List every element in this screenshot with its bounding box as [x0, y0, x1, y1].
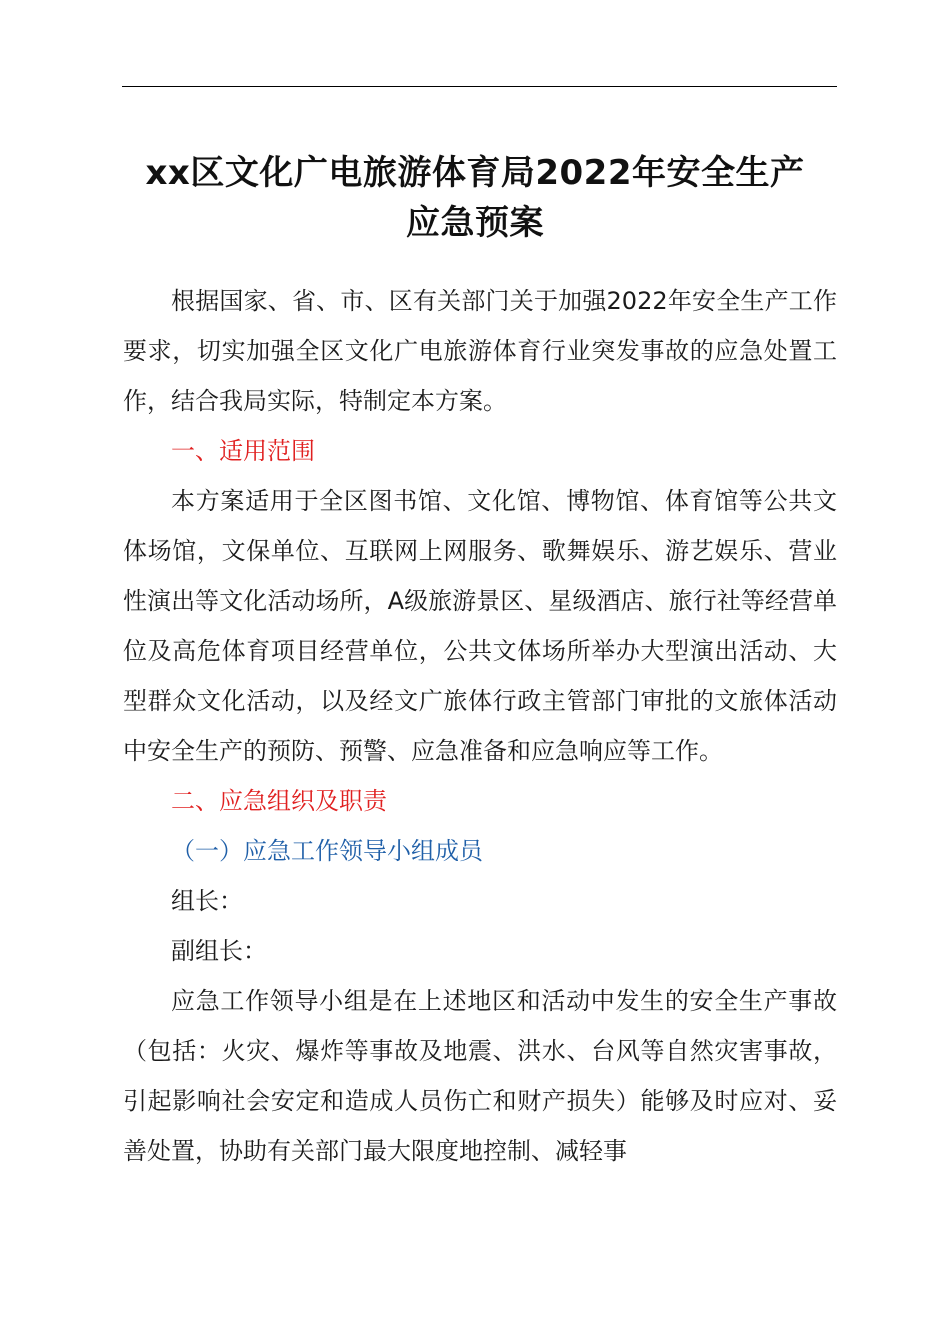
document-title [100, 148, 850, 248]
section-heading-scope: 一、适用范围 [171, 437, 315, 465]
header-rule [122, 86, 837, 87]
document-body [123, 276, 837, 1176]
leader-label: 组长： [171, 887, 243, 915]
deputy-leader-label: 副组长： [171, 937, 267, 965]
scope-paragraph: 本方案适用于全区图书馆、文化馆、博物馆、体育馆等公共文体场馆，文保单位、互联网上网服务、歌舞娱乐、游艺娱乐、营业性演出等文化活动场所，A级旅游景区、星级酒店、旅行社等经营单位及高危体育项目经营单位，公共文体场所举办大型演出活动、大型群众文化活动，以及经文广旅体行政主管部门审批的文旅体活动中安全生产的预防、预警、应急准备和应急响应等工作。 [123, 487, 837, 765]
intro-paragraph: 根据国家、省、市、区有关部门关于加强2022年安全生产工作要求，切实加强全区文化广电旅游体育行业突发事故的应急处置工作，结合我局实际，特制定本方案。 [123, 287, 837, 415]
section-heading-organization: 二、应急组织及职责 [171, 787, 387, 815]
title-line-2: 应急预案 [406, 203, 544, 243]
title-line-1: xx区文化广电旅游体育局2022年安全生产 [145, 153, 805, 193]
subsection-heading-leadership: （一）应急工作领导小组成员 [171, 837, 483, 865]
leadership-duty-paragraph: 应急工作领导小组是在上述地区和活动中发生的安全生产事故（包括：火灾、爆炸等事故及地震、洪水、台风等自然灾害事故，引起影响社会安定和造成人员伤亡和财产损失）能够及时应对、妥善处置，协助有关部门最大限度地控制、减轻事 [123, 987, 837, 1165]
